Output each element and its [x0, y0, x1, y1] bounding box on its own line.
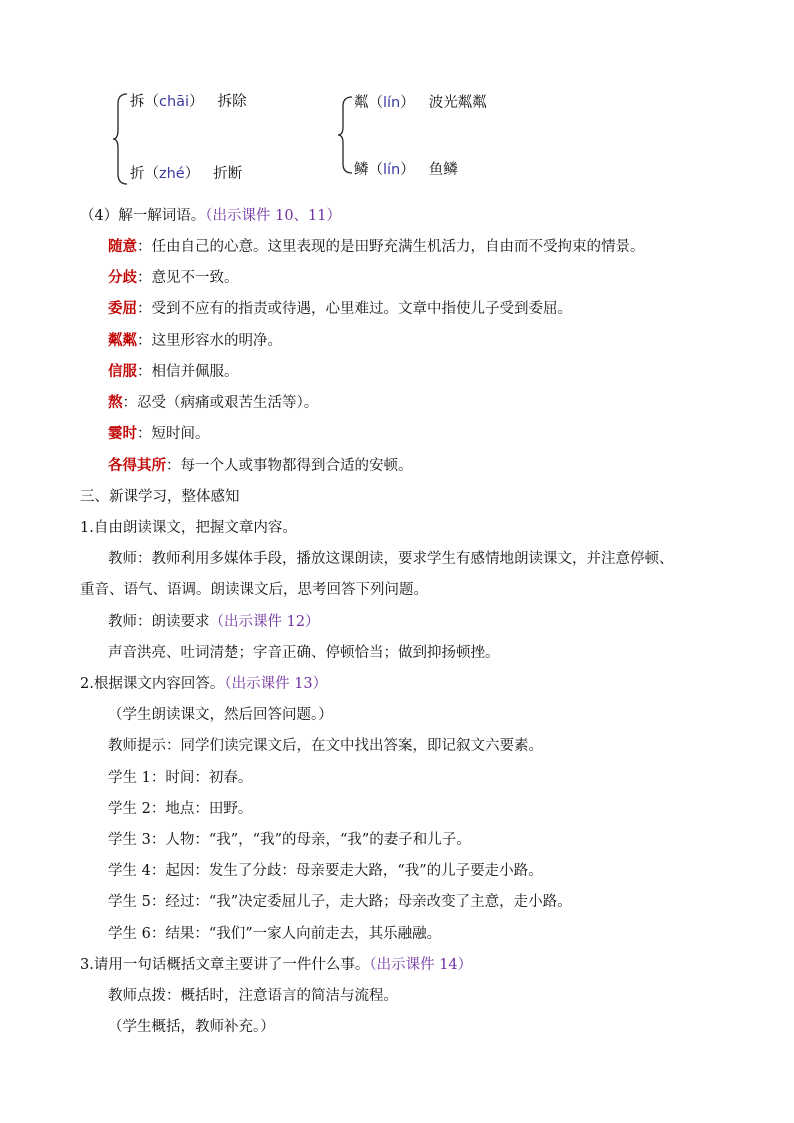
example-word: 波光粼粼 — [428, 95, 487, 111]
example-word: 拆除 — [217, 94, 247, 110]
student-answer: 学生 1：时间：初春。 — [108, 770, 253, 786]
paragraph-line: 声音洪亮、吐词清楚；字音正确、停顿恰当；做到抑扬顿挫。 — [108, 645, 500, 661]
vocab-term: 委屈 — [108, 300, 137, 317]
question-1-title: 1.自由朗读课文，把握文章内容。 — [80, 520, 297, 536]
vocab-item — [108, 424, 210, 444]
vocab-item — [108, 299, 572, 319]
vocab-item — [108, 456, 413, 476]
vocab-definition: ：任由自己的心意。这里表现的是田野充满生机活力，自由而不受拘束的情景。 — [137, 239, 645, 255]
polyphone-row-chai: 拆（chāi） 拆除 — [130, 94, 247, 110]
brace-left — [112, 92, 128, 186]
pinyin: lín — [383, 162, 401, 178]
vocab-item — [108, 362, 239, 382]
paragraph-line: 教师提示：同学们读完课文后，在文中找出答案，即记叙文六要素。 — [108, 738, 543, 754]
vocab-term: 粼粼 — [108, 332, 137, 349]
paragraph-line: 教师：朗读要求（出示课件 12） — [108, 614, 320, 630]
polyphone-char: 拆 — [130, 94, 145, 110]
polyphone-row-zhe: 折（zhé） 折断 — [130, 166, 243, 182]
vocab-term: 信服 — [108, 363, 137, 380]
paragraph-line: 教师：教师利用多媒体手段，播放这课朗读，要求学生有感情地朗读课文，并注意停顿、 — [108, 551, 674, 567]
pinyin: chāi — [159, 94, 190, 110]
vocab-term: 随意 — [108, 238, 137, 255]
pinyin: lín — [383, 95, 401, 111]
example-word: 鱼鳞 — [428, 162, 458, 178]
courseware-ref: （出示课件 10、11） — [205, 208, 341, 224]
vocab-term: 熬 — [108, 394, 123, 411]
vocab-definition: ：这里形容水的明净。 — [137, 333, 282, 349]
courseware-ref: （出示课件 12） — [209, 614, 320, 630]
paragraph-line: （学生概括，教师补充。） — [108, 1019, 275, 1035]
question-3-title: 3.请用一句话概括文章主要讲了一件什么事。（出示课件 14） — [80, 957, 473, 973]
polyphone-char: 粼 — [354, 95, 369, 111]
vocab-definition: ：忍受（病痛或艰苦生活等）。 — [122, 395, 319, 411]
vocab-heading: （4）解一解词语。（出示课件 10、11） — [80, 208, 341, 224]
vocab-item — [108, 237, 645, 257]
vocab-item — [108, 331, 282, 351]
vocab-term: 各得其所 — [108, 457, 166, 474]
vocab-term: 霎时 — [108, 425, 137, 442]
polyphone-char: 鳞 — [354, 162, 369, 178]
student-answer: 学生 6：结果：“我们”一家人向前走去，其乐融融。 — [108, 926, 442, 942]
vocab-definition: ：每一个人或事物都得到合适的安顿。 — [166, 458, 413, 474]
vocab-term: 分歧 — [108, 269, 137, 286]
polyphone-row-lin-2: 鳞（lín） 鱼鳞 — [354, 162, 458, 178]
section-title: 三、新课学习，整体感知 — [80, 489, 240, 505]
example-word: 折断 — [213, 166, 243, 182]
vocab-item — [108, 393, 318, 413]
polyphone-row-lin-1: 粼（lín） 波光粼粼 — [354, 95, 487, 111]
brace-right — [337, 95, 353, 175]
vocab-definition: ：受到不应有的指责或待遇，心里难过。文章中指使儿子受到委屈。 — [137, 301, 572, 317]
courseware-ref: （出示课件 14） — [369, 957, 473, 973]
vocab-definition: ：相信并佩服。 — [137, 364, 239, 380]
paragraph-line: 教师点拨：概括时，注意语言的简洁与流程。 — [108, 988, 398, 1004]
polyphone-char: 折 — [130, 166, 145, 182]
vocab-item — [108, 268, 239, 288]
student-answer: 学生 3：人物：“我”，“我”的母亲，“我”的妻子和儿子。 — [108, 832, 471, 848]
student-answer: 学生 4：起因：发生了分歧：母亲要走大路，“我”的儿子要走小路。 — [108, 863, 543, 879]
pinyin: zhé — [159, 166, 185, 182]
question-2-title: 2.根据课文内容回答。（出示课件 13） — [80, 676, 328, 692]
vocab-definition: ：短时间。 — [137, 426, 210, 442]
paragraph-line: （学生朗读课文，然后回答问题。） — [108, 707, 333, 723]
paragraph-line: 重音、语气、语调。朗读课文后，思考回答下列问题。 — [80, 582, 428, 598]
student-answer: 学生 2：地点：田野。 — [108, 801, 253, 817]
courseware-ref: （出示课件 13） — [224, 676, 328, 692]
vocab-definition: ：意见不一致。 — [137, 270, 239, 286]
student-answer: 学生 5：经过：“我”决定委屈儿子，走大路；母亲改变了主意，走小路。 — [108, 894, 572, 910]
